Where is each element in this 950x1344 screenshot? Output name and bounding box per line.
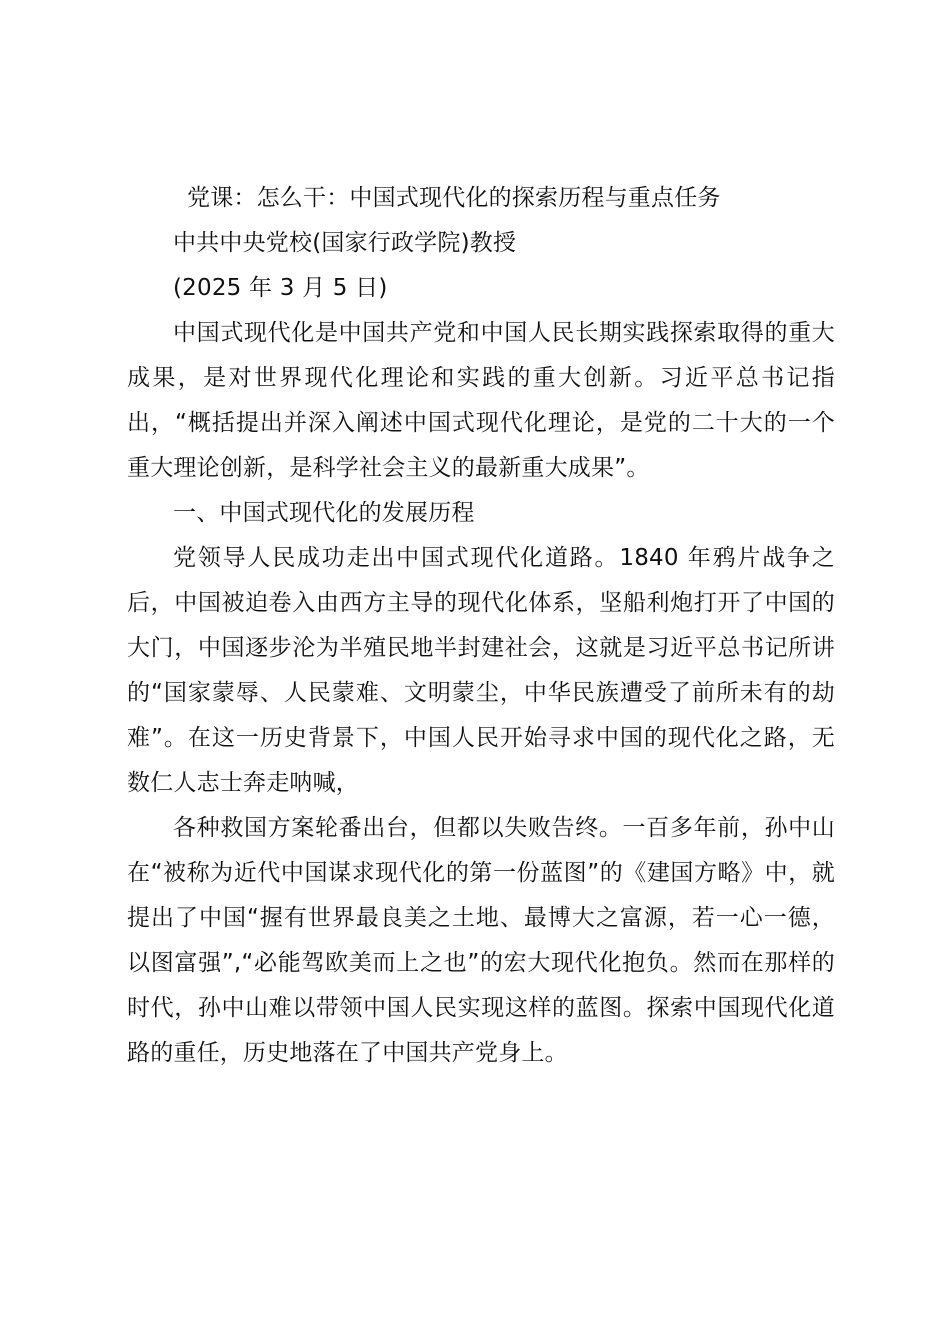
paragraph-sun-yatsen: 各种救国方案轮番出台，但都以失败告终。一百多年前，孙中山在“被称为近代中国谋求现代化的第一份蓝图”的《建国方略》中，就提出了中国“握有世界最良美之土地、最博大之富源，若一心一德，以图富强”,“必能驾欧美而上之也”的宏大现代化抱负。然而在那样的时代，孙中山难以带领中国人民实现这样的蓝图。探索中国现代化道路的重任，历史地落在了中国共产党身上。 [127,815,835,1066]
document-body [127,176,835,1076]
paragraph-intro: 中国式现代化是中国共产党和中国人民长期实践探索取得的重大成果，是对世界现代化理论和实践的重大创新。习近平总书记指出，“概括提出并深入阐述中国式现代化理论，是党的二十大的一个重大理论创新，是科学社会主义的最新重大成果”。 [127,320,835,481]
paragraph-history: 党领导人民成功走出中国式现代化道路。1840 年鸦片战争之后，中国被迫卷入由西方主导的现代化体系，坚船利炮打开了中国的大门，中国逐步沦为半殖民地半封建社会，这就是习近平总书记所讲的“国家蒙辱、人民蒙难、文明蒙尘，中华民族遭受了前所未有的劫难”。在这一历史背景下，中国人民开始寻求中国的现代化之路，无数仁人志士奔走呐喊， [127,545,835,796]
document-date: (2025 年 3 月 5 日) [173,275,388,301]
document-title: 党课：怎么干：中国式现代化的探索历程与重点任务 [187,185,721,211]
section-heading: 一、中国式现代化的发展历程 [173,500,475,526]
document-author: 中共中央党校(国家行政学院)教授 [173,230,517,256]
